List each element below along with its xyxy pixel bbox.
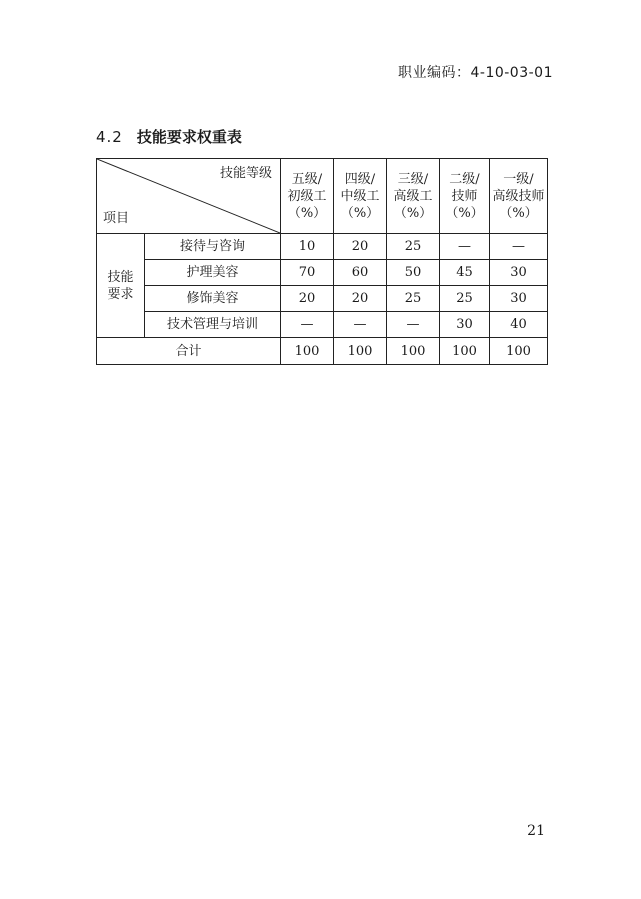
skill-weight-table: [96, 158, 548, 365]
total-value: 100: [334, 338, 387, 365]
corner-item-label: 项目: [103, 211, 130, 226]
section-heading: [96, 126, 242, 147]
level-line: 五级/: [291, 171, 323, 187]
level-header-2: [440, 159, 490, 234]
total-label: 合计: [97, 338, 281, 365]
cell-value: 25: [440, 286, 490, 312]
total-value: 100: [440, 338, 490, 365]
cell-value: 30: [490, 286, 548, 312]
level-line: 初级工: [287, 188, 327, 204]
level-line: （%）: [340, 205, 380, 221]
cell-value: 20: [334, 286, 387, 312]
cell-value: —: [334, 312, 387, 338]
cell-value: 25: [387, 286, 440, 312]
cell-value: 25: [387, 234, 440, 260]
row-item: 技术管理与培训: [145, 312, 281, 338]
level-header-3: [387, 159, 440, 234]
row-item: 接待与咨询: [145, 234, 281, 260]
cell-value: 20: [281, 286, 334, 312]
cell-value: 40: [490, 312, 548, 338]
level-line: 技师: [451, 188, 478, 204]
level-line: 高级技师: [492, 188, 545, 204]
cell-value: —: [440, 234, 490, 260]
corner-level-label: 技能等级: [219, 166, 272, 181]
level-header-4: [334, 159, 387, 234]
cell-value: —: [490, 234, 548, 260]
row-item: 护理美容: [145, 260, 281, 286]
page-number: 21: [527, 823, 545, 839]
cell-value: 30: [490, 260, 548, 286]
total-value: 100: [281, 338, 334, 365]
total-value: 100: [490, 338, 548, 365]
group-label-cell: [97, 234, 145, 338]
occupation-code: 职业编码：4-10-03-01: [397, 65, 553, 81]
cell-value: 10: [281, 234, 334, 260]
group-line: 要求: [107, 286, 134, 302]
level-line: （%）: [445, 205, 484, 221]
cell-value: 60: [334, 260, 387, 286]
section-number: 4.2: [96, 128, 123, 146]
level-header-5: [281, 159, 334, 234]
cell-value: —: [281, 312, 334, 338]
level-header-1: [490, 159, 548, 234]
cell-value: 45: [440, 260, 490, 286]
cell-value: 70: [281, 260, 334, 286]
cell-value: 50: [387, 260, 440, 286]
section-title: 技能要求权重表: [136, 128, 242, 146]
level-line: 二级/: [449, 171, 480, 187]
cell-value: 20: [334, 234, 387, 260]
level-line: 高级工: [393, 188, 433, 204]
level-line: （%）: [393, 205, 433, 221]
cell-value: 30: [440, 312, 490, 338]
total-value: 100: [387, 338, 440, 365]
level-line: 四级/: [344, 171, 376, 187]
level-line: （%）: [499, 205, 538, 221]
cell-value: —: [387, 312, 440, 338]
level-line: 中级工: [340, 188, 380, 204]
diagonal-header-cell: [97, 159, 281, 234]
level-line: 一级/: [503, 171, 534, 187]
level-line: （%）: [287, 205, 327, 221]
row-item: 修饰美容: [145, 286, 281, 312]
group-line: 技能: [107, 269, 134, 285]
level-line: 三级/: [397, 171, 429, 187]
